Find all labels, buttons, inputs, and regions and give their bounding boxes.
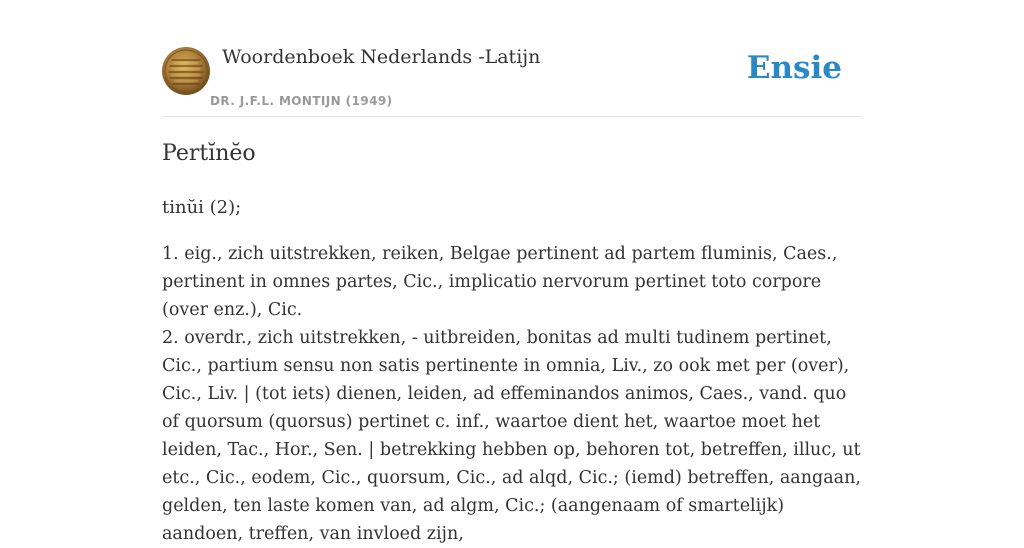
entry-content xyxy=(162,138,862,548)
entry-definition xyxy=(162,240,862,548)
book-author: DR. J.F.L. MONTIJN (1949) xyxy=(210,94,393,108)
book-title[interactable]: Woordenboek Nederlands -Latijn xyxy=(222,46,541,68)
dictionary-header xyxy=(162,46,862,117)
entry-title: Pertĭnĕo xyxy=(162,141,256,166)
sense-1: 1. eig., zich uitstrekken, reiken, Belgae pertinent ad partem fluminis, Caes., pertinent in omnes partes, Cic., implicatio nervorum pertinet toto corpore (over enz.), Cic. xyxy=(162,244,838,320)
brand-logo[interactable]: Ensie xyxy=(746,50,842,86)
book-cover-thumbnail[interactable] xyxy=(162,47,210,95)
coin-icon xyxy=(162,47,210,95)
sense-2: 2. overdr., zich uitstrekken, - uitbreiden, bonitas ad multi tudinem pertinet, Cic., partium sensu non satis pertinente in omnia, Liv., zo ook met per (over), Cic., Liv. | (tot iets) dienen, leiden, ad effeminandos animos, Caes., vand. quo of quorsum (quorsus) pertinet c. inf., waartoe dient het, waartoe moet het leiden, Tac., Hor., Sen. | betrekking hebben op, behoren tot, betreffen, illuc, ut etc., Cic., eodem, Cic., quorsum, Cic., ad alqd, Cic.; (iemd) betreffen, aangaan, gelden, ten laste komen van, ad algm, Cic.; (aangenaam of smartelijk) aandoen, treffen, van invloed zijn, xyxy=(162,328,861,544)
entry-forms: tinŭi (2); xyxy=(162,197,242,218)
